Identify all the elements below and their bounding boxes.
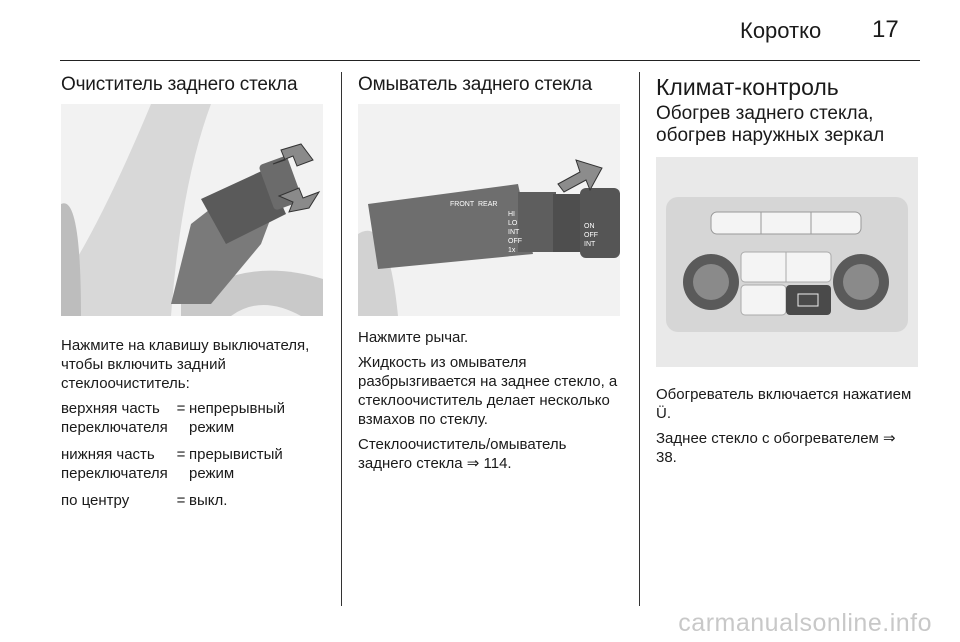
column-divider-1 (341, 72, 342, 606)
washer-cross-reference: Стеклоочиститель/омыватель заднего стекла ⇒ 114. (358, 436, 567, 472)
section-heading-rear-wiper: Очиститель заднего стекла (61, 74, 298, 95)
column-rear-wiper (61, 74, 329, 518)
table-row (61, 399, 329, 445)
subheading-rear-window-heating: Обогрев заднего стекла, обогрев наружных зеркал (656, 103, 885, 146)
switch-mode: выкл. (189, 492, 228, 509)
switch-position: по центру (61, 492, 130, 509)
header-section-title: Коротко (740, 18, 822, 43)
equals-sign: = (176, 400, 186, 417)
switch-position: нижняя часть переключателя (61, 446, 168, 482)
rear-washer-lever-figure (358, 104, 620, 316)
section-heading-rear-washer: Омыватель заднего стекла (358, 74, 592, 95)
switch-mode: непрерывный режим (189, 400, 285, 436)
column-rear-washer (358, 74, 620, 479)
hi-label: HI (508, 211, 515, 218)
rear-wiper-intro: Нажмите на клавишу выключателя, чтобы включить задний стеклоочиститель: (61, 337, 310, 392)
int2-label: INT (584, 241, 596, 248)
rear-label: REAR (478, 201, 498, 208)
climate-control-panel-figure (656, 157, 918, 367)
equals-sign: = (176, 492, 186, 509)
switch-position: верхняя часть переключателя (61, 400, 168, 436)
one-x-label: 1x (508, 247, 516, 254)
column-climate-control (656, 74, 920, 473)
equals-sign: = (176, 446, 186, 463)
int-label: INT (508, 229, 520, 236)
watermark: carmanualsonline.info (678, 609, 932, 637)
section-heading-climate-control: Климат-контроль (656, 74, 839, 100)
rear-wiper-switch-figure (61, 104, 323, 316)
switch-position-table (61, 399, 329, 518)
switch-mode: прерывистый режим (189, 446, 283, 482)
lo-label: LO (508, 220, 518, 227)
washer-step-1: Нажмите рычаг. (358, 329, 469, 346)
column-divider-2 (639, 72, 640, 606)
table-row (61, 491, 329, 518)
header-rule (60, 60, 920, 61)
heating-cross-reference: Заднее стекло с обогревателем ⇒ 38. (656, 430, 896, 466)
off-label: OFF (508, 238, 522, 245)
heating-instruction: Обогреватель включается нажатием Ü. (656, 386, 912, 422)
front-label: FRONT (450, 201, 475, 208)
washer-step-2: Жидкость из омывателя разбрызгивается на заднее стекло, а стеклоочиститель делает несколько взмахов по стеклу. (358, 354, 618, 428)
on-label: ON (584, 223, 595, 230)
off2-label: OFF (584, 232, 598, 239)
page-number: 17 (872, 16, 899, 43)
table-row (61, 445, 329, 491)
